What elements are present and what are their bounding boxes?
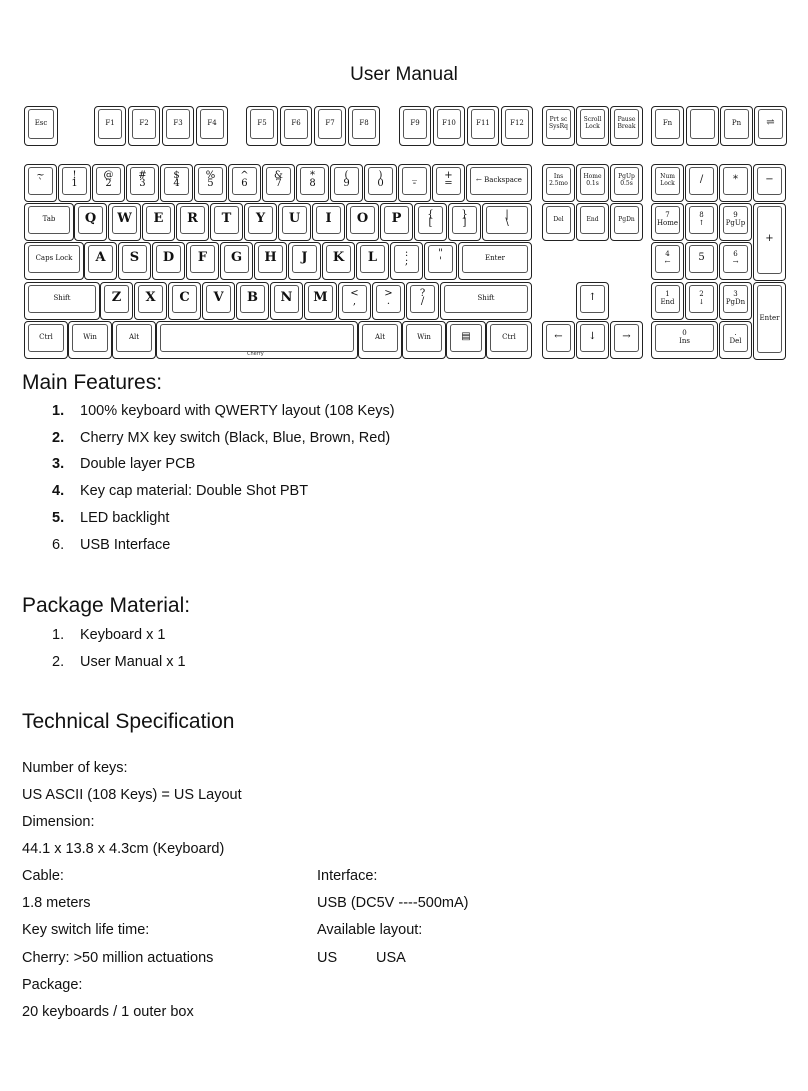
key-letter bbox=[380, 203, 413, 241]
key-label: V bbox=[213, 290, 224, 305]
key-numpad bbox=[719, 282, 752, 320]
key-label: R bbox=[187, 211, 198, 226]
key-label: . Del bbox=[729, 329, 742, 345]
key-label: F9 bbox=[410, 119, 420, 127]
key-label: : ; bbox=[404, 248, 409, 267]
layout-value-usa: USA bbox=[376, 950, 406, 966]
list-item bbox=[52, 398, 395, 425]
key-numpad bbox=[685, 242, 718, 280]
key-label: Tab bbox=[42, 215, 56, 223]
key-label: 6 → bbox=[732, 250, 739, 266]
key-numpad bbox=[719, 164, 752, 202]
key-numpad bbox=[719, 242, 752, 280]
key-label: K bbox=[332, 250, 345, 265]
key-letter bbox=[176, 203, 209, 241]
list-item-number: 6. bbox=[52, 536, 65, 553]
key-shift-left bbox=[24, 282, 100, 320]
key-f11 bbox=[467, 106, 499, 146]
key-letter bbox=[278, 203, 311, 241]
key-label: U bbox=[288, 211, 301, 226]
key-numpad-plus bbox=[753, 203, 786, 281]
key-label: F6 bbox=[291, 119, 301, 127]
key-label: Win bbox=[83, 333, 97, 341]
key-label: F7 bbox=[325, 119, 335, 127]
key-label: E bbox=[153, 211, 164, 226]
key-nav bbox=[542, 203, 575, 241]
key-letter bbox=[322, 242, 355, 280]
key-label: B bbox=[247, 290, 258, 305]
key-label: PgDn bbox=[618, 215, 635, 223]
key-label: Fn bbox=[662, 119, 673, 127]
key-label: + = bbox=[444, 170, 453, 189]
key-label: W bbox=[117, 211, 132, 226]
list-item bbox=[52, 425, 395, 452]
key-label: ↑ bbox=[588, 292, 597, 303]
key-nav bbox=[542, 164, 575, 202]
key-label: Caps Lock bbox=[35, 254, 73, 262]
key-label: | \ bbox=[505, 209, 509, 228]
key-letter bbox=[288, 242, 321, 280]
key-shift-right bbox=[440, 282, 532, 320]
key-label: ^ 6 bbox=[240, 170, 249, 189]
key-alt-left bbox=[112, 321, 156, 359]
key-label: ) 0 bbox=[377, 170, 384, 189]
list-item-number: 2. bbox=[52, 429, 65, 446]
key-label: F5 bbox=[257, 119, 267, 127]
key-f8 bbox=[348, 106, 380, 146]
key-number bbox=[24, 164, 57, 202]
key-label: D bbox=[162, 250, 175, 265]
list-item-text: 100% keyboard with QWERTY layout (108 Keys) bbox=[80, 403, 395, 419]
key-label: ← Backspace bbox=[476, 176, 522, 184]
key-label: F11 bbox=[476, 119, 490, 127]
package-spec-value: 20 keyboards / 1 outer box bbox=[22, 1004, 194, 1020]
key-arrow-down bbox=[576, 321, 609, 359]
key-numpad bbox=[651, 164, 684, 202]
list-item-number: 1. bbox=[52, 403, 65, 419]
key-letter bbox=[356, 242, 389, 280]
features-heading: Main Features: bbox=[22, 371, 163, 394]
key-letter bbox=[100, 282, 133, 320]
key-switch bbox=[754, 106, 787, 146]
key-label: S bbox=[129, 250, 140, 265]
interface-value: USB (DC5V ----500mA) bbox=[317, 895, 469, 911]
key-numpad-enter bbox=[753, 282, 786, 360]
features-list bbox=[52, 398, 395, 558]
key-enter bbox=[458, 242, 532, 280]
key-letter bbox=[134, 282, 167, 320]
key-letter bbox=[118, 242, 151, 280]
key-label: 3 PgDn bbox=[725, 290, 746, 306]
key-label: Num Lock bbox=[660, 173, 675, 187]
key-label: J bbox=[301, 250, 308, 265]
key-number bbox=[58, 164, 91, 202]
list-item-text: LED backlight bbox=[80, 509, 170, 526]
key-numpad bbox=[685, 203, 718, 241]
key-ctrl-right bbox=[486, 321, 532, 359]
key-arrow-left bbox=[542, 321, 575, 359]
key-label: N bbox=[280, 290, 293, 305]
key-number bbox=[330, 164, 363, 202]
key-letter bbox=[270, 282, 303, 320]
key-label: 0 Ins bbox=[679, 329, 690, 345]
key-letter bbox=[220, 242, 253, 280]
dimension-value: 44.1 x 13.8 x 4.3cm (Keyboard) bbox=[22, 841, 225, 857]
list-item-number: 3. bbox=[52, 456, 65, 473]
lifetime-value: Cherry: >50 million actuations bbox=[22, 950, 214, 966]
key-number bbox=[126, 164, 159, 202]
key-number bbox=[262, 164, 295, 202]
key-label: Pause Break bbox=[617, 116, 636, 130]
key-label: PgUp 0.5s bbox=[618, 173, 635, 187]
key-caps-lock bbox=[24, 242, 84, 280]
key-numpad bbox=[719, 321, 752, 359]
list-item-text: Key cap material: Double Shot PBT bbox=[80, 483, 309, 500]
key-label: Ins 2.5mo bbox=[549, 173, 568, 187]
key-label: Scroll Lock bbox=[583, 116, 602, 130]
key-label: Enter bbox=[485, 254, 505, 262]
key-nav bbox=[610, 164, 643, 202]
cherry-logo: Cherry bbox=[247, 351, 264, 357]
key-label: − bbox=[765, 174, 774, 185]
key-label: F4 bbox=[207, 119, 217, 127]
key-label: # 3 bbox=[138, 170, 147, 189]
layout-value-us: US bbox=[317, 950, 338, 966]
key-label: ▤ bbox=[461, 331, 471, 342]
key-letter bbox=[168, 282, 201, 320]
key-label: Esc bbox=[34, 119, 48, 127]
key-label: Shift bbox=[53, 294, 71, 302]
key-numpad bbox=[651, 282, 684, 320]
key-label: _ - bbox=[412, 170, 417, 189]
key-f10 bbox=[433, 106, 465, 146]
page-title: User Manual bbox=[350, 64, 458, 85]
package-list bbox=[52, 622, 186, 675]
key-label: F1 bbox=[105, 119, 115, 127]
key-label: F2 bbox=[139, 119, 149, 127]
key-label: ← bbox=[554, 331, 563, 342]
key-f2 bbox=[128, 106, 160, 146]
key-f1 bbox=[94, 106, 126, 146]
key-system bbox=[542, 106, 575, 146]
list-item-number: 4. bbox=[52, 483, 65, 500]
key-number bbox=[228, 164, 261, 202]
key-letter bbox=[448, 203, 481, 241]
key-label: T bbox=[221, 211, 232, 226]
key-letter bbox=[254, 242, 287, 280]
key-arrow-right bbox=[610, 321, 643, 359]
list-item bbox=[52, 451, 395, 478]
key-label: F3 bbox=[173, 119, 183, 127]
key-letter bbox=[84, 242, 117, 280]
key-label: End bbox=[586, 215, 599, 223]
key-label: Prt sc SysRq bbox=[549, 116, 568, 130]
package-heading: Package Material: bbox=[22, 594, 191, 617]
key-label: + bbox=[765, 233, 774, 244]
key-number bbox=[364, 164, 397, 202]
list-item-text: Keyboard x 1 bbox=[80, 627, 166, 643]
key-label: Win bbox=[417, 333, 431, 341]
key-letter bbox=[152, 242, 185, 280]
key-label: F bbox=[197, 250, 208, 265]
number-of-keys-label: Number of keys: bbox=[22, 760, 128, 776]
key-label: 8 ↑ bbox=[698, 211, 705, 227]
key-label: A bbox=[95, 250, 106, 265]
key-numpad bbox=[651, 203, 684, 241]
list-item-text: User Manual x 1 bbox=[80, 653, 186, 670]
key-numpad bbox=[651, 242, 684, 280]
key-label: $ 4 bbox=[173, 170, 180, 189]
cable-label: Cable: bbox=[22, 868, 64, 884]
key-esc bbox=[24, 106, 58, 146]
key-label: Y bbox=[255, 211, 266, 226]
key-label: / bbox=[699, 174, 704, 185]
key-system bbox=[610, 106, 643, 146]
key-number bbox=[194, 164, 227, 202]
key-label: ! 1 bbox=[71, 170, 78, 189]
key-label: % 5 bbox=[205, 170, 216, 189]
list-item bbox=[52, 505, 395, 532]
key-letter bbox=[390, 242, 423, 280]
key-media bbox=[686, 106, 719, 146]
interface-label: Interface: bbox=[317, 868, 378, 884]
key-label: { [ bbox=[427, 209, 434, 228]
key-f4 bbox=[196, 106, 228, 146]
key-fn bbox=[651, 106, 684, 146]
key-letter bbox=[372, 282, 405, 320]
key-label: ↓ bbox=[588, 331, 597, 342]
key-f3 bbox=[162, 106, 194, 146]
key-label: ~ ` bbox=[36, 170, 45, 189]
key-numpad bbox=[719, 203, 752, 241]
layout-label: Available layout: bbox=[317, 922, 423, 938]
key-label: } ] bbox=[461, 209, 468, 228]
key-number bbox=[296, 164, 329, 202]
key-label: I bbox=[325, 211, 332, 226]
key-letter bbox=[236, 282, 269, 320]
list-item bbox=[52, 478, 395, 505]
key-f7 bbox=[314, 106, 346, 146]
key-label: Q bbox=[84, 211, 97, 226]
key-label: Home 0.1s bbox=[583, 173, 602, 187]
key-f6 bbox=[280, 106, 312, 146]
key-label: Shift bbox=[477, 294, 495, 302]
key-letter bbox=[424, 242, 457, 280]
list-item bbox=[52, 532, 395, 559]
key-win-left bbox=[68, 321, 112, 359]
key-label: X bbox=[145, 290, 156, 305]
key-numpad bbox=[685, 164, 718, 202]
key-label: > . bbox=[384, 288, 393, 307]
key-label: Pn bbox=[731, 119, 742, 127]
key-label: Alt bbox=[128, 333, 140, 341]
lifetime-label: Key switch life time: bbox=[22, 922, 150, 938]
key-label: O bbox=[356, 211, 369, 226]
key-label: ⇌ bbox=[766, 117, 775, 128]
key-label: 1 End bbox=[660, 290, 675, 306]
list-item-number: 2. bbox=[52, 653, 65, 670]
key-f9 bbox=[399, 106, 431, 146]
key-label: 4 ← bbox=[664, 250, 671, 266]
key-label: * bbox=[733, 174, 738, 185]
key-ctrl-left bbox=[24, 321, 68, 359]
key-number bbox=[92, 164, 125, 202]
key-label: 2 ↓ bbox=[698, 290, 705, 306]
key-menu bbox=[446, 321, 486, 359]
key-label: < , bbox=[350, 288, 359, 307]
key-f12 bbox=[501, 106, 533, 146]
cable-value: 1.8 meters bbox=[22, 895, 91, 911]
dimension-label: Dimension: bbox=[22, 814, 95, 830]
key-label: Ctrl bbox=[502, 333, 516, 341]
keyboard-diagram bbox=[0, 0, 808, 370]
key-letter bbox=[338, 282, 371, 320]
key-numpad bbox=[685, 282, 718, 320]
key-letter bbox=[74, 203, 107, 241]
key-number bbox=[432, 164, 465, 202]
key-nav bbox=[610, 203, 643, 241]
key-label: P bbox=[391, 211, 402, 226]
key-label: * 8 bbox=[309, 170, 316, 189]
key-label: @ 2 bbox=[103, 170, 114, 189]
number-of-keys-value: US ASCII (108 Keys) = US Layout bbox=[22, 787, 242, 803]
key-pn bbox=[720, 106, 753, 146]
list-item bbox=[52, 622, 186, 649]
key-system bbox=[576, 106, 609, 146]
key-label: 9 PgUp bbox=[725, 211, 746, 227]
key-label: & 7 bbox=[274, 170, 283, 189]
key-f5 bbox=[246, 106, 278, 146]
key-label: H bbox=[264, 250, 277, 265]
key-letter bbox=[304, 282, 337, 320]
key-label: F10 bbox=[442, 119, 456, 127]
key-backspace bbox=[466, 164, 532, 202]
key-letter bbox=[210, 203, 243, 241]
key-nav bbox=[576, 203, 609, 241]
list-item-text: USB Interface bbox=[80, 536, 171, 553]
key-label: F8 bbox=[359, 119, 369, 127]
key-label: L bbox=[367, 250, 378, 265]
key-backslash bbox=[482, 203, 532, 241]
key-label: " ' bbox=[438, 248, 443, 267]
key-tab bbox=[24, 203, 74, 241]
key-nav bbox=[576, 164, 609, 202]
key-letter bbox=[186, 242, 219, 280]
key-label: G bbox=[230, 250, 243, 265]
key-label: ? / bbox=[419, 288, 426, 307]
key-letter bbox=[108, 203, 141, 241]
key-letter bbox=[312, 203, 345, 241]
list-item-number: 5. bbox=[52, 509, 65, 526]
key-label: Enter bbox=[759, 314, 780, 322]
key-letter bbox=[244, 203, 277, 241]
key-label: 7 Home bbox=[656, 211, 679, 227]
key-label: 5 bbox=[698, 252, 705, 263]
key-arrow-up bbox=[576, 282, 609, 320]
list-item-text: Double layer PCB bbox=[80, 456, 196, 473]
key-label: F12 bbox=[510, 119, 524, 127]
key-letter bbox=[406, 282, 439, 320]
key-numpad bbox=[753, 164, 786, 202]
key-number bbox=[160, 164, 193, 202]
key-letter bbox=[202, 282, 235, 320]
key-label: Alt bbox=[374, 333, 386, 341]
key-label: ( 9 bbox=[343, 170, 350, 189]
key-label: C bbox=[179, 290, 190, 305]
key-label: Del bbox=[553, 215, 564, 223]
key-label: Z bbox=[111, 290, 122, 305]
key-label: Ctrl bbox=[39, 333, 53, 341]
key-letter bbox=[142, 203, 175, 241]
key-number bbox=[398, 164, 431, 202]
key-label: → bbox=[622, 331, 631, 342]
key-label: M bbox=[313, 290, 328, 305]
package-spec-label: Package: bbox=[22, 977, 83, 993]
key-alt-right bbox=[358, 321, 402, 359]
list-item bbox=[52, 649, 186, 676]
specs-heading: Technical Specification bbox=[22, 710, 235, 733]
key-letter bbox=[346, 203, 379, 241]
key-win-right bbox=[402, 321, 446, 359]
list-item-number: 1. bbox=[52, 627, 65, 643]
list-item-text: Cherry MX key switch (Black, Blue, Brown, Red) bbox=[80, 429, 391, 446]
key-letter bbox=[414, 203, 447, 241]
key-numpad-zero bbox=[651, 321, 718, 359]
